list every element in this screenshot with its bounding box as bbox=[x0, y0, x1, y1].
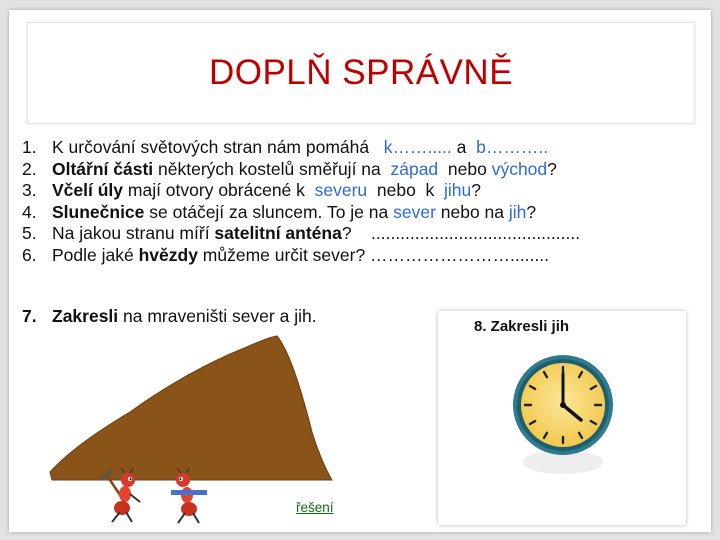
text-fragment: Podle jaké bbox=[52, 244, 139, 265]
text-fragment: K určování světových stran nám pomáhá bbox=[52, 137, 384, 157]
question-number: 2. bbox=[22, 158, 37, 179]
ant-with-pickaxe-icon bbox=[100, 468, 146, 524]
task-7 bbox=[22, 306, 317, 327]
text-fragment: ? bbox=[526, 201, 537, 222]
keyword: Včelí úly bbox=[52, 180, 124, 200]
question-1 bbox=[22, 137, 692, 159]
text-fragment: některých kostelů směřují na bbox=[153, 158, 391, 179]
text-fragment: ? bbox=[547, 158, 557, 179]
wall-clock-icon bbox=[508, 350, 618, 480]
anthill-illustration bbox=[40, 332, 340, 482]
keyword: Oltářní části bbox=[52, 158, 154, 179]
text-fragment: nebo na bbox=[435, 201, 509, 222]
question-2 bbox=[22, 159, 692, 181]
text-fragment: ? ........................................... bbox=[341, 223, 581, 243]
question-5 bbox=[22, 223, 692, 245]
text-fragment: a bbox=[451, 137, 477, 157]
answer-hint: k……..... bbox=[383, 137, 452, 157]
question-list bbox=[22, 137, 692, 266]
reseni-link[interactable]: řešení bbox=[296, 500, 334, 515]
page-title: DOPLŇ SPRÁVNĚ bbox=[208, 53, 514, 92]
text-fragment: nebo k bbox=[367, 180, 445, 200]
answer-hint: sever bbox=[393, 201, 436, 222]
question-text bbox=[52, 202, 536, 224]
question-text bbox=[52, 223, 580, 245]
answer-hint: jihu bbox=[444, 180, 472, 200]
answer-hint: západ bbox=[390, 158, 439, 179]
question-number: 3. bbox=[22, 180, 37, 200]
text-fragment: Na jakou stranu míří bbox=[52, 223, 215, 243]
task-7-bold: Zakresli bbox=[52, 306, 119, 326]
question-text bbox=[52, 137, 548, 159]
task-7-text: na mraveništi sever a jih. bbox=[118, 306, 317, 326]
question-text bbox=[52, 180, 481, 202]
text-fragment: mají otvory obrácené k bbox=[123, 180, 315, 200]
text-fragment: můžeme určit sever? ……………………........ bbox=[197, 244, 549, 265]
ant-with-saw-icon bbox=[165, 468, 211, 524]
text-fragment: se otáčejí za sluncem. To je na bbox=[144, 201, 394, 222]
answer-hint: jih bbox=[508, 201, 527, 222]
question-6 bbox=[22, 245, 692, 267]
question-number: 6. bbox=[22, 244, 37, 265]
question-number: 4. bbox=[22, 201, 37, 222]
task-7-number: 7. bbox=[22, 306, 37, 326]
keyword: hvězdy bbox=[138, 244, 198, 265]
answer-hint: východ bbox=[491, 158, 548, 179]
question-number: 1. bbox=[22, 137, 37, 157]
question-text bbox=[52, 245, 549, 267]
answer-hint: b……….. bbox=[476, 137, 549, 157]
keyword: Slunečnice bbox=[52, 201, 145, 222]
text-fragment: nebo bbox=[438, 158, 492, 179]
question-number: 5. bbox=[22, 223, 37, 243]
task-8-label: 8. Zakresli jih bbox=[474, 318, 570, 335]
answer-hint: severu bbox=[314, 180, 368, 200]
keyword: satelitní anténa bbox=[214, 223, 342, 243]
question-4 bbox=[22, 202, 692, 224]
question-text bbox=[52, 159, 557, 181]
text-fragment: ? bbox=[471, 180, 482, 200]
title-box bbox=[27, 22, 695, 124]
question-3 bbox=[22, 180, 692, 202]
